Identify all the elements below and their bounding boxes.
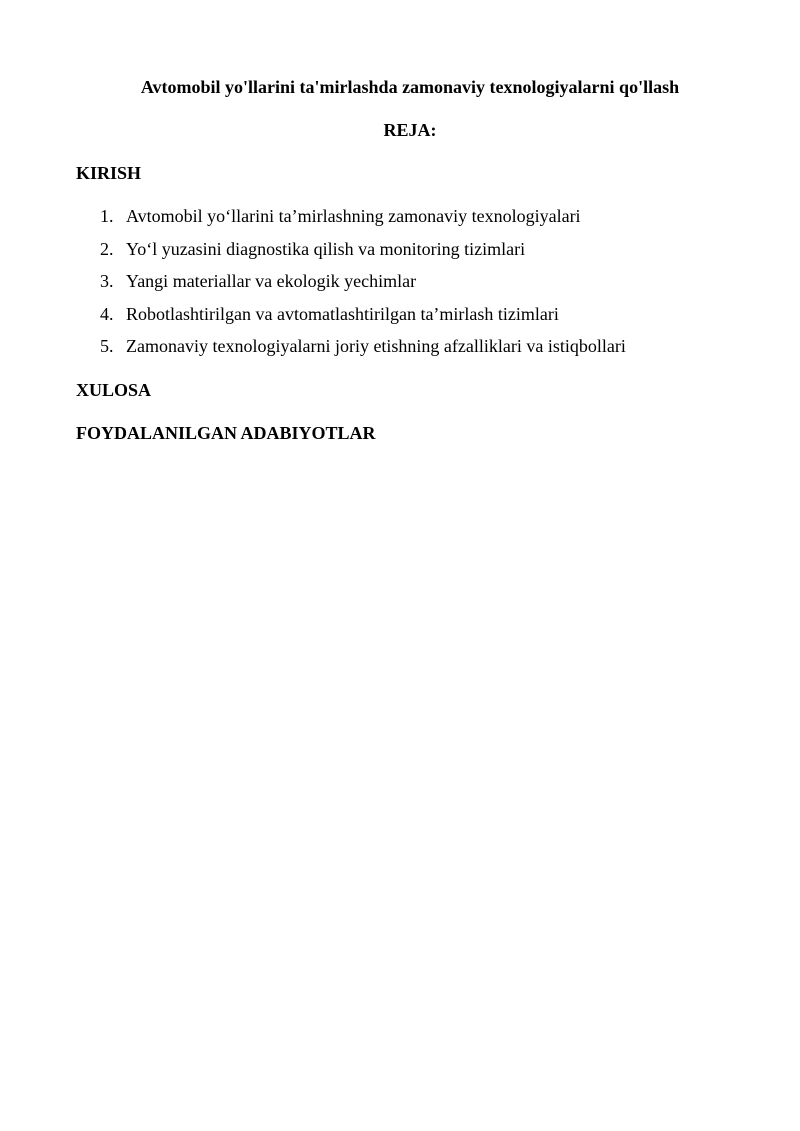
plan-item bbox=[100, 301, 626, 334]
plan-item-number: 1. bbox=[100, 206, 114, 226]
plan-item-number: 3. bbox=[100, 271, 114, 291]
plan-item-text: Avtomobil yo‘llarini ta’mirlashning zamonaviy texnologiyalari bbox=[126, 206, 581, 226]
references-heading: FOYDALANILGAN ADABIYOTLAR bbox=[76, 423, 376, 443]
plan-item-text: Robotlashtirilgan va avtomatlashtirilgan ta’mirlash tizimlari bbox=[126, 303, 559, 324]
plan-item-text: Yo‘l yuzasini diagnostika qilish va monitoring tizimlari bbox=[126, 238, 526, 259]
plan-item-number: 5. bbox=[100, 336, 114, 356]
plan-item-number: 2. bbox=[100, 238, 114, 259]
intro-heading: KIRISH bbox=[76, 163, 142, 183]
plan-item-number: 4. bbox=[100, 303, 114, 324]
plan-heading: REJA: bbox=[383, 120, 437, 140]
plan-list bbox=[100, 203, 626, 366]
plan-item bbox=[100, 236, 626, 269]
document-title: Avtomobil yo'llarini ta'mirlashda zamonaviy texnologiyalarni qo'llash bbox=[140, 77, 680, 97]
plan-item bbox=[100, 333, 626, 366]
plan-item-text: Zamonaviy texnologiyalarni joriy etishning afzalliklari va istiqbollari bbox=[126, 336, 626, 356]
plan-item bbox=[100, 268, 626, 301]
plan-item-text: Yangi materiallar va ekologik yechimlar bbox=[126, 271, 417, 291]
conclusion-heading: XULOSA bbox=[76, 380, 152, 400]
plan-item bbox=[100, 203, 626, 236]
